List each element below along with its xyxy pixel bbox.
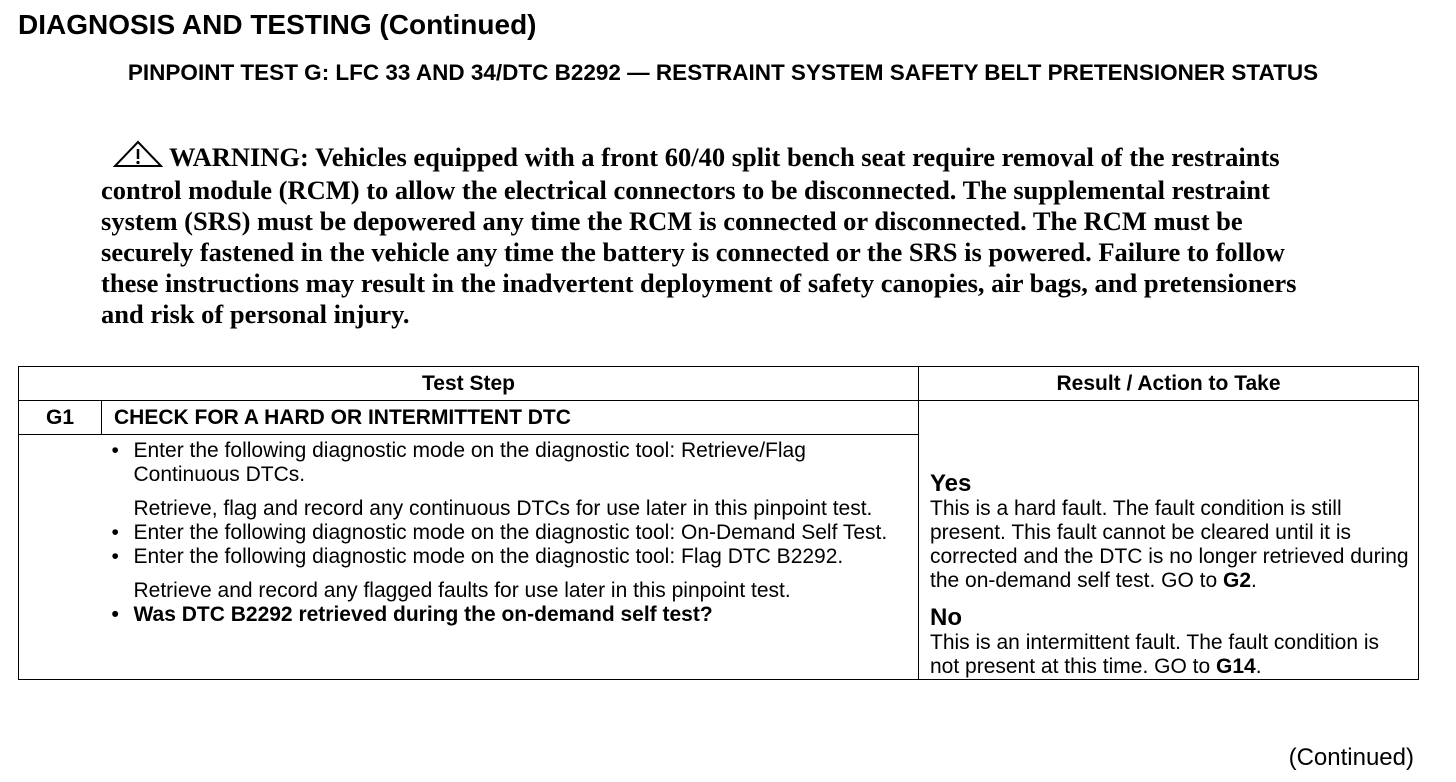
goto-link-g2[interactable]: G2 — [1223, 569, 1252, 592]
step-list — [102, 521, 909, 569]
result-no-text: This is an intermittent fault. The fault condition is not present at this time. GO to G14. — [930, 631, 1379, 678]
step-body-spacer — [19, 435, 102, 680]
step-item: • Enter the following diagnostic mode on the diagnostic tool: Retrieve/Flag Continuous DTCs. — [111, 439, 806, 486]
step-title: CHECK FOR A HARD OR INTERMITTENT DTC — [102, 401, 919, 435]
step-title-row — [19, 401, 1419, 435]
step-note: Retrieve and record any flagged faults for use later in this pinpoint test. — [133, 579, 791, 602]
warning-text: Vehicles equipped with a front 60/40 split bench seat require removal of the restraints control module (RCM) to allow the electrical connectors to be disconnected. The supplemental restraint system (SRS) must be depowered any time the RCM is connected or disconnected. The RCM must be securely fastened in the vehicle any time the battery is connected or the SRS is powered. Failure to follow these instructions may result in the inadvertent deployment of safety canopies, air bags, and pretensioners and risk of personal injury. — [101, 142, 1297, 329]
page-heading: DIAGNOSIS AND TESTING (Continued) — [18, 9, 537, 40]
step-list — [102, 439, 909, 487]
result-cell — [919, 401, 1419, 680]
warning-triangle-icon — [113, 140, 163, 175]
bullet-icon: • — [111, 439, 119, 462]
bullet-icon: • — [111, 521, 119, 544]
pinpoint-test-title: PINPOINT TEST G: LFC 33 AND 34/DTC B2292 — RESTRAINT SYSTEM SAFETY BELT PRETENSIONER STATUS — [127, 60, 1319, 85]
bullet-icon: • — [111, 603, 119, 626]
steps-cell — [102, 435, 919, 680]
step-item: • Enter the following diagnostic mode on the diagnostic tool: Flag DTC B2292. — [111, 545, 844, 568]
step-id: G1 — [19, 401, 102, 435]
step-item-question: • Was DTC B2292 retrieved during the on-demand self test? — [111, 603, 713, 626]
warning-label: WARNING: — [169, 142, 309, 172]
bullet-icon: • — [111, 545, 119, 568]
test-step-header: Test Step — [19, 367, 919, 401]
result-yes-text: This is a hard fault. The fault condition is still present. This fault cannot be cleared until it is corrected and the DTC is no longer retrieved during the on-demand self test. GO to G2. — [930, 497, 1409, 592]
step-note: Retrieve, flag and record any continuous DTCs for use later in this pinpoint test. — [133, 497, 873, 520]
continued-footer: (Continued) — [1288, 744, 1414, 771]
result-action-header: Result / Action to Take — [919, 367, 1419, 401]
warning-block — [101, 140, 1341, 330]
goto-link-g14[interactable]: G14 — [1215, 655, 1256, 678]
step-list — [102, 603, 909, 627]
result-no-label: No — [930, 604, 962, 631]
test-step-table — [18, 366, 1419, 680]
result-yes-label: Yes — [930, 470, 972, 497]
table-header-row — [19, 367, 1419, 401]
step-item: • Enter the following diagnostic mode on the diagnostic tool: On-Demand Self Test. — [111, 521, 888, 544]
